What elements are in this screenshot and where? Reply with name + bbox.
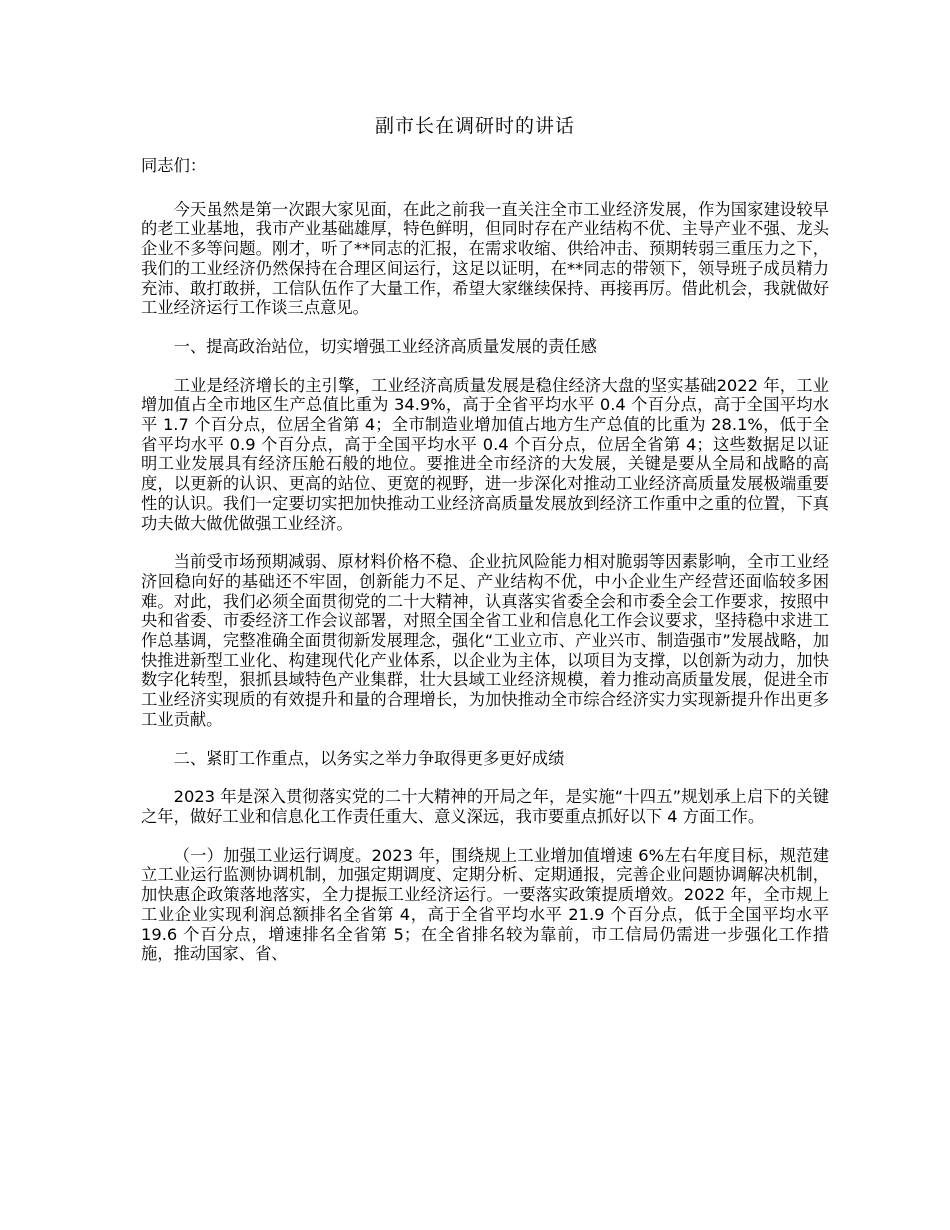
paragraph-intro: 今天虽然是第一次跟大家见面，在此之前我一直关注全市工业经济发展，作为国家建设较早的老工业基地，我市产业基础雄厚，特色鲜明，但同时存在产业结构不优、主导产业不强、龙头企业不多等问题。刚才，听了**同志的汇报，在需求收缩、供给冲击、预期转弱三重压力之下，我们的工业经济仍然保持在合理区间运行，这足以证明，在**同志的带领下，领导班子成员精力充沛、敢打敢拼，工信队伍作了大量工作，希望大家继续保持、再接再厉。借此机会，我就做好工业经济运行工作谈三点意见。 [141, 199, 829, 318]
paragraph-current-situation: 当前受市场预期减弱、原材料价格不稳、企业抗风险能力相对脆弱等因素影响，全市工业经济回稳向好的基础还不牢固，创新能力不足、产业结构不优，中小企业生产经营还面临较多困难。对此，我们必须全面贯彻党的二十大精神，认真落实省委全会和市委全会工作要求，按照中央和省委、市委经济工作会议部署，对照全国全省工业和信息化工作会议要求，坚持稳中求进工作总基调，完整准确全面贯彻新发展理念，强化“工业立市、产业兴市、制造强市”发展战略，加快推进新型工业化、构建现代化产业体系，以企业为主体，以项目为支撑，以创新为动力，加快数字化转型，狠抓县域特色产业集群，壮大县域工业经济规模，着力推动高质量发展，促进全市工业经济实现质的有效提升和量的合理增长，为加快推动全市综合经济实力实现新提升作出更多工业贡献。 [141, 552, 829, 729]
greeting: 同志们： [141, 156, 207, 175]
document-body [141, 156, 829, 983]
document-title: 副市长在调研时的讲话 [374, 115, 575, 137]
paragraph-industry-role: 工业是经济增长的主引擎，工业经济高质量发展是稳住经济大盘的坚实基础2022 年，工业增加值占全市地区生产总值比重为 34.9%，高于全省平均水平 0.4 个百分点，高于全国平均水平 1.7 个百分点，位居全省第 4；全市制造业增加值占地方生产总值的比重为 28.1%，低于全省平均水平 0.9 个百分点，高于全国平均水平 0.4 个百分点，位居全省第 4；这些数据足以证明工业发展具有经济压舱石般的地位。要推进全市经济的大发展，关键是要从全局和战略的高度，以更新的认识、更高的站位、更宽的视野，进一步深化对推动工业经济高质量发展极端重要性的认识。我们一定要切实把加快推动工业经济高质量发展放到经济工作重中之重的位置，下真功夫做大做优做强工业经济。 [141, 375, 829, 533]
paragraph-operation-dispatch: （一）加强工业运行调度。2023 年，围绕规上工业增加值增速 6%左右年度目标，规范建立工业运行监测协调机制，加强定期调度、定期分析、定期通报，完善企业问题协调解决机制，加快惠企政策落地落实，全力提振工业经济运行。一要落实政策提质增效。2022 年，全市规上工业企业实现利润总额排名全省第 4，高于全省平均水平 21.9 个百分点，低于全国平均水平 19.6 个百分点，增速排名全省第 5；在全省排名较为靠前，市工信局仍需进一步强化工作措施，推动国家、省、 [141, 845, 829, 964]
section-heading-2: 二、紧盯工作重点，以务实之举力争取得更多更好成绩 [173, 748, 565, 768]
paragraph-2023-plan: 2023 年是深入贯彻落实党的二十大精神的开局之年，是实施“十四五”规划承上启下的关键之年，做好工业和信息化工作责任重大、意义深远，我市要重点抓好以下 4 方面工作。 [141, 787, 829, 826]
section-heading-1: 一、提高政治站位，切实增强工业经济高质量发展的责任感 [173, 336, 597, 356]
